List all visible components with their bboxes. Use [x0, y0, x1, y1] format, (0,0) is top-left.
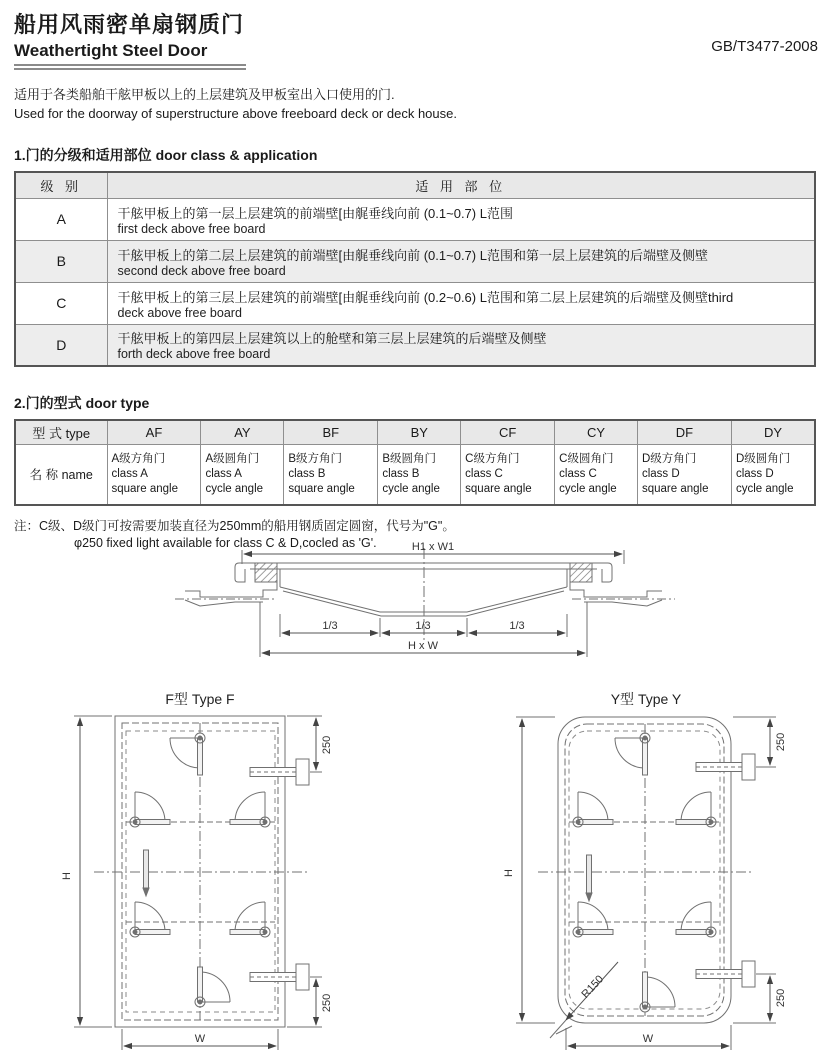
application-en: first deck above free board — [117, 221, 266, 236]
type-code-cell: CY — [555, 420, 638, 445]
type-name-class: class C — [559, 467, 597, 480]
col-header-type: 型 式 type — [15, 420, 107, 445]
application-zh: 干舷甲板上的第三层上层建筑的前端壁[由艉垂线向前 (0.2~0.6) L范围和第二层上层建筑的后端壁及侧壁third — [117, 289, 734, 305]
class-cell: A — [15, 198, 107, 240]
application-en: forth deck above free board — [117, 347, 271, 362]
type-name-class: class A — [205, 467, 242, 480]
type-code-cell: AY — [201, 420, 284, 445]
title-underline — [14, 64, 246, 70]
type-code-cell: DF — [637, 420, 731, 445]
type-name-cell — [637, 445, 731, 505]
type-name-angle: cycle angle — [559, 482, 617, 495]
type-name-cell — [731, 445, 815, 505]
dim-hw-label: H x W — [408, 640, 438, 652]
application-zh: 干舷甲板上的第四层上层建筑以上的舱壁和第三层上层建筑的后端壁及侧壁 — [117, 331, 547, 347]
table-header-row — [15, 420, 815, 445]
class-cell: B — [15, 240, 107, 282]
type-y-drawing — [468, 690, 808, 1060]
dim-250-bottom-label: 250 — [775, 988, 787, 1008]
type-name-angle: cycle angle — [205, 482, 264, 495]
type-name-class: class C — [465, 467, 503, 480]
type-name-zh: C级方角门 — [465, 452, 520, 465]
type-name-cell — [555, 445, 638, 505]
dim-third-label: 1/3 — [322, 620, 338, 632]
type-name-angle: square angle — [111, 482, 178, 495]
col-header-class: 级 别 — [15, 172, 107, 198]
type-name-class: class A — [111, 467, 148, 480]
section1-heading: 1.门的分级和适用部位 door class & application — [14, 147, 318, 163]
type-name-angle: cycle angle — [382, 482, 440, 495]
intro-text-zh: 适用于各类船舶干舷甲板以上的上层建筑及甲板室出入口使用的门. — [14, 87, 395, 102]
table-row — [15, 324, 815, 366]
dim-250-bottom-label: 250 — [321, 993, 333, 1013]
type-name-class: class D — [735, 467, 774, 480]
note-zh: 注：C级、D级门可按需要加装直径为250mm的船用钢质固定圆窗，代号为"G"。 — [14, 518, 455, 533]
application-zh: 干舷甲板上的第二层上层建筑的前端壁[由艉垂线向前 (0.1~0.7) L范围和第一层上层建筑的后端壁及侧壁 — [117, 247, 708, 263]
type-name-zh: D级方角门 — [641, 452, 697, 465]
type-name-cell — [378, 445, 461, 505]
type-name-zh: D级圆角门 — [735, 452, 791, 465]
dim-250-top-label: 250 — [775, 732, 787, 752]
application-cell — [107, 240, 815, 282]
page-title: 船用风雨密单扇钢质门 — [14, 12, 245, 37]
application-cell — [107, 198, 815, 240]
application-cell — [107, 282, 815, 324]
type-code-cell: DY — [731, 420, 815, 445]
type-name-angle: square angle — [288, 482, 355, 495]
cross-section-drawing — [175, 540, 675, 675]
dim-third-label: 1/3 — [415, 620, 431, 632]
dim-250-top-label: 250 — [321, 735, 333, 755]
type-name-zh: B级方角门 — [288, 452, 342, 465]
type-code-cell: BY — [378, 420, 461, 445]
dim-h-label: H — [503, 869, 515, 877]
type-name-angle: cycle angle — [735, 482, 794, 495]
dim-third-label: 1/3 — [509, 620, 525, 632]
dim-w-label: W — [642, 1033, 654, 1045]
class-cell: C — [15, 282, 107, 324]
type-code-cell: AF — [107, 420, 201, 445]
page-subtitle: Weathertight Steel Door — [14, 41, 208, 60]
table-header-row — [15, 172, 815, 198]
col-header-application: 适 用 部 位 — [107, 172, 815, 198]
type-f-label: F型 Type F — [165, 691, 235, 707]
application-en: deck above free board — [117, 305, 242, 320]
table-row — [15, 198, 815, 240]
type-f-drawing — [58, 690, 380, 1060]
note-en: φ250 fixed light available for class C & D,cocled as 'G'. — [74, 535, 377, 550]
type-name-angle: square angle — [465, 482, 532, 495]
intro-text-en: Used for the doorway of superstructure above freeboard deck or deck house. — [14, 106, 457, 121]
type-name-cell — [107, 445, 201, 505]
type-name-zh: C级圆角门 — [559, 452, 614, 465]
table-row — [15, 240, 815, 282]
section2-heading: 2.门的型式 door type — [14, 395, 150, 411]
type-name-zh: A级方角门 — [111, 452, 166, 465]
type-name-cell — [461, 445, 555, 505]
type-code-cell: BF — [284, 420, 378, 445]
table-row — [15, 445, 815, 505]
application-en: second deck above free board — [117, 263, 286, 278]
type-name-class: class D — [641, 467, 680, 480]
type-name-zh: B级圆角门 — [382, 452, 436, 465]
application-cell — [107, 324, 815, 366]
type-name-class: class B — [288, 467, 326, 480]
intro-block — [14, 84, 816, 121]
col-header-name: 名 称 name — [15, 445, 107, 505]
type-y-label: Y型 Type Y — [610, 691, 682, 707]
radius-label: R150 — [579, 973, 607, 1001]
door-class-table — [14, 171, 816, 367]
door-type-table — [14, 419, 816, 506]
type-name-angle: square angle — [641, 482, 709, 495]
dim-w-label: W — [194, 1033, 206, 1045]
type-name-cell — [201, 445, 284, 505]
table-row — [15, 282, 815, 324]
type-name-zh: A级圆角门 — [205, 452, 260, 465]
dim-h1w1-label: H1 x W1 — [411, 541, 455, 553]
dim-h-label: H — [61, 872, 73, 880]
type-name-cell — [284, 445, 378, 505]
standard-code: GB/T3477-2008 — [711, 38, 818, 55]
technical-drawings — [0, 528, 830, 1060]
type-name-class: class B — [382, 467, 420, 480]
application-zh: 干舷甲板上的第一层上层建筑的前端壁[由艉垂线向前 (0.1~0.7) L范围 — [117, 205, 513, 221]
class-cell: D — [15, 324, 107, 366]
type-code-cell: CF — [461, 420, 555, 445]
